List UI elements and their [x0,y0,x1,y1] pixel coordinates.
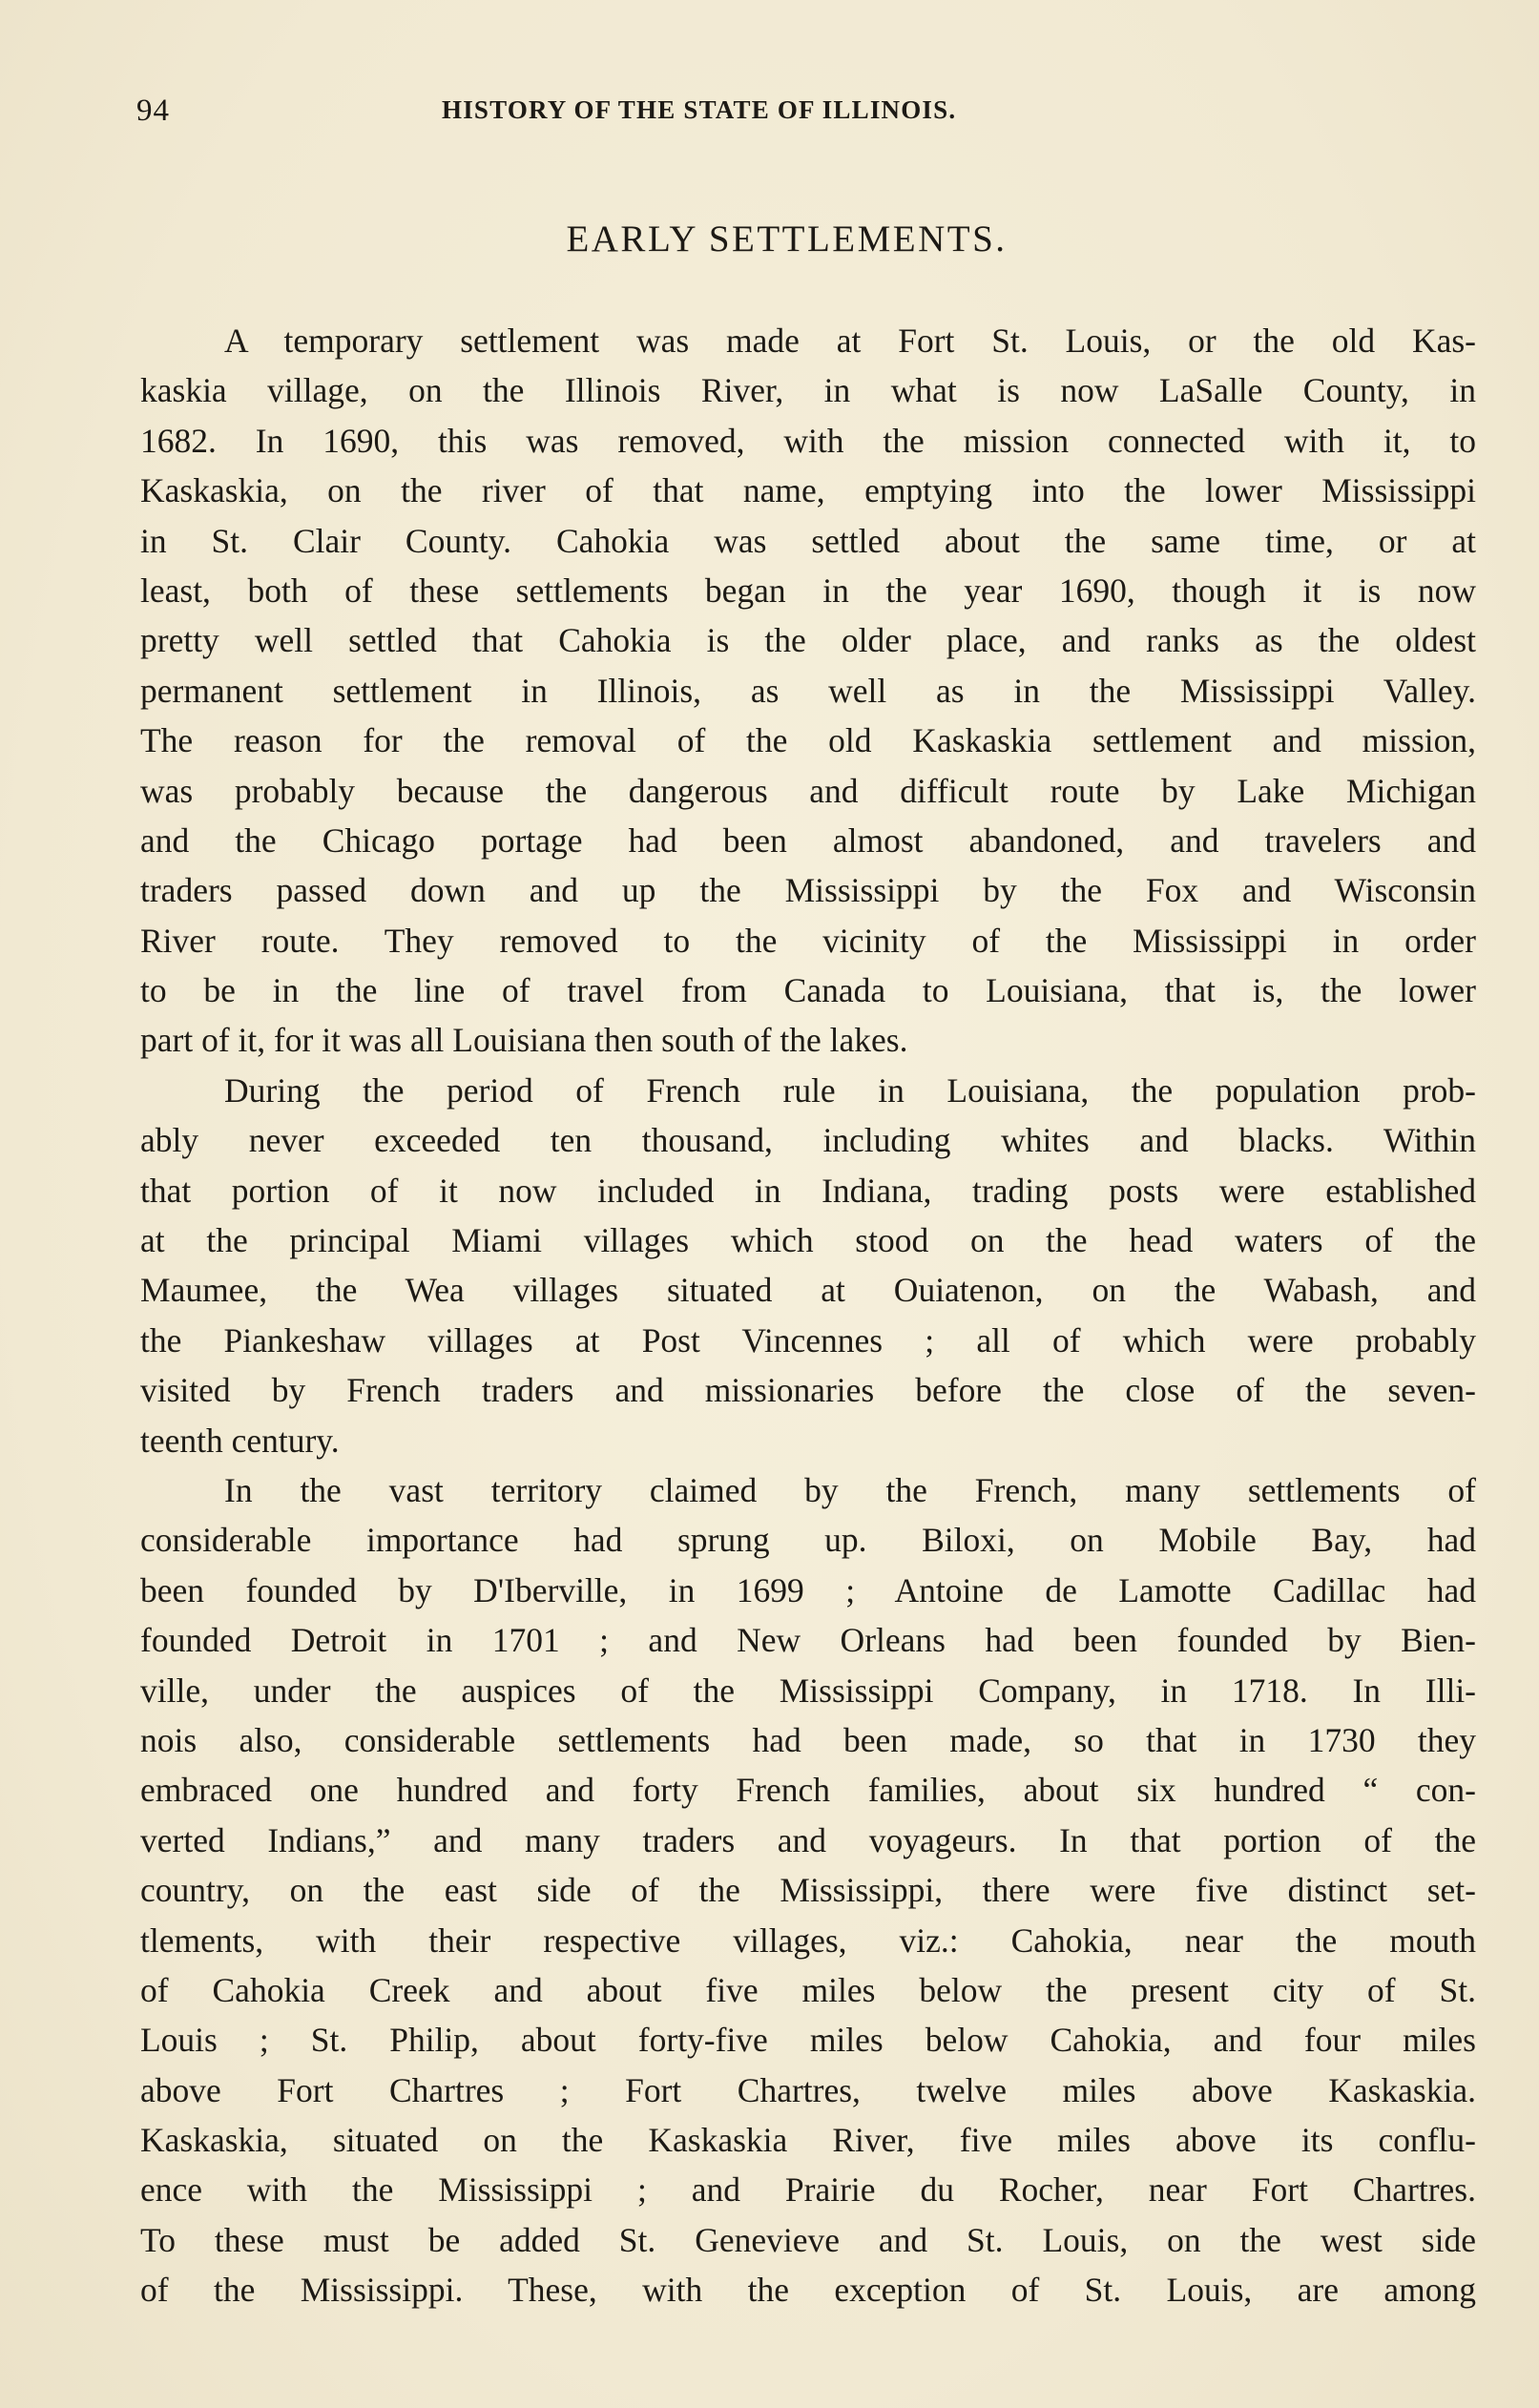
text-line: The reason for the removal of the old Kaskaskia settlement and mission, [140,721,1476,760]
text-line: traders passed down and up the Mississippi by the Fox and Wisconsin [140,871,1476,910]
text-line: of the Mississippi. These, with the exception of St. Louis, are among [140,2271,1476,2310]
text-line: visited by French traders and missionaries before the close of the seven- [140,1371,1476,1410]
text-line: Kaskaskia, on the river of that name, emptying into the lower Mississippi [140,471,1476,510]
text-line: During the period of French rule in Louisiana, the population prob- [224,1070,1476,1110]
running-head [136,93,1477,132]
text-line: permanent settlement in Illinois, as well as in the Mississippi Valley. [140,671,1476,710]
text-line: was probably because the dangerous and difficult route by Lake Michigan [140,771,1476,810]
text-line: kaskia village, on the Illinois River, in what is now LaSalle County, in [140,371,1476,410]
text-line: River route. They removed to the vicinity of the Mississippi in order [140,921,1476,960]
text-line: teenth century. [140,1421,340,1460]
text-line: founded Detroit in 1701 ; and New Orleans had been founded by Bien- [140,1621,1476,1660]
body-text [140,316,1476,2315]
text-line: ville, under the auspices of the Mississippi Company, in 1718. In Illi- [140,1671,1476,1710]
text-line: least, both of these settlements began in the year 1690, though it is now [140,571,1476,610]
section-heading: EARLY SETTLEMENTS. [566,218,1008,259]
text-line: to be in the line of travel from Canada to Louisiana, that is, the lower [140,971,1476,1010]
text-line: above Fort Chartres ; Fort Chartres, twelve miles above Kaskaskia. [140,2070,1476,2109]
page-number: 94 [136,93,170,128]
text-line: To these must be added St. Genevieve and St. Louis, on the west side [140,2220,1476,2259]
text-line: part of it, for it was all Louisiana then south of the lakes. [140,1021,908,1060]
text-line: pretty well settled that Cahokia is the older place, and ranks as the oldest [140,621,1476,660]
text-line: ence with the Mississippi ; and Prairie du Rocher, near Fort Chartres. [140,2170,1476,2210]
text-line: ably never exceeded ten thousand, including whites and blacks. Within [140,1121,1476,1160]
text-line: and the Chicago portage had been almost abandoned, and travelers and [140,820,1476,860]
text-line: 1682. In 1690, this was removed, with the mission connected with it, to [140,421,1476,460]
text-line: A temporary settlement was made at Fort St. Louis, or the old Kas- [224,322,1476,360]
text-line: been founded by D'Iberville, in 1699 ; Antoine de Lamotte Cadillac had [140,1570,1476,1609]
text-line: country, on the east side of the Mississippi, there were five distinct set- [140,1871,1476,1910]
text-line: that portion of it now included in Indiana, trading posts were established [140,1171,1476,1210]
running-title: HISTORY OF THE STATE OF ILLINOIS. [442,95,957,124]
text-line: in St. Clair County. Cahokia was settled about the same time, or at [140,521,1476,560]
text-line: verted Indians,” and many traders and voyageurs. In that portion of the [140,1820,1476,1859]
text-line: Kaskaskia, situated on the Kaskaskia River, five miles above its conflu- [140,2121,1476,2160]
text-line: In the vast territory claimed by the French, many settlements of [224,1470,1476,1509]
text-line: tlements, with their respective villages, viz.: Cahokia, near the mouth [140,1920,1476,1960]
text-line: of Cahokia Creek and about five miles below the present city of St. [140,1970,1476,2009]
text-line: embraced one hundred and forty French families, about six hundred “ con- [140,1771,1476,1810]
text-line: Louis ; St. Philip, about forty-five miles below Cahokia, and four miles [140,2021,1476,2060]
text-line: nois also, considerable settlements had been made, so that in 1730 they [140,1720,1476,1759]
text-line: Maumee, the Wea villages situated at Ouiatenon, on the Wabash, and [140,1271,1476,1310]
text-line: the Piankeshaw villages at Post Vincennes ; all of which were probably [140,1320,1476,1360]
text-line: considerable importance had sprung up. Biloxi, on Mobile Bay, had [140,1521,1476,1560]
text-line: at the principal Miami villages which stood on the head waters of the [140,1221,1476,1260]
